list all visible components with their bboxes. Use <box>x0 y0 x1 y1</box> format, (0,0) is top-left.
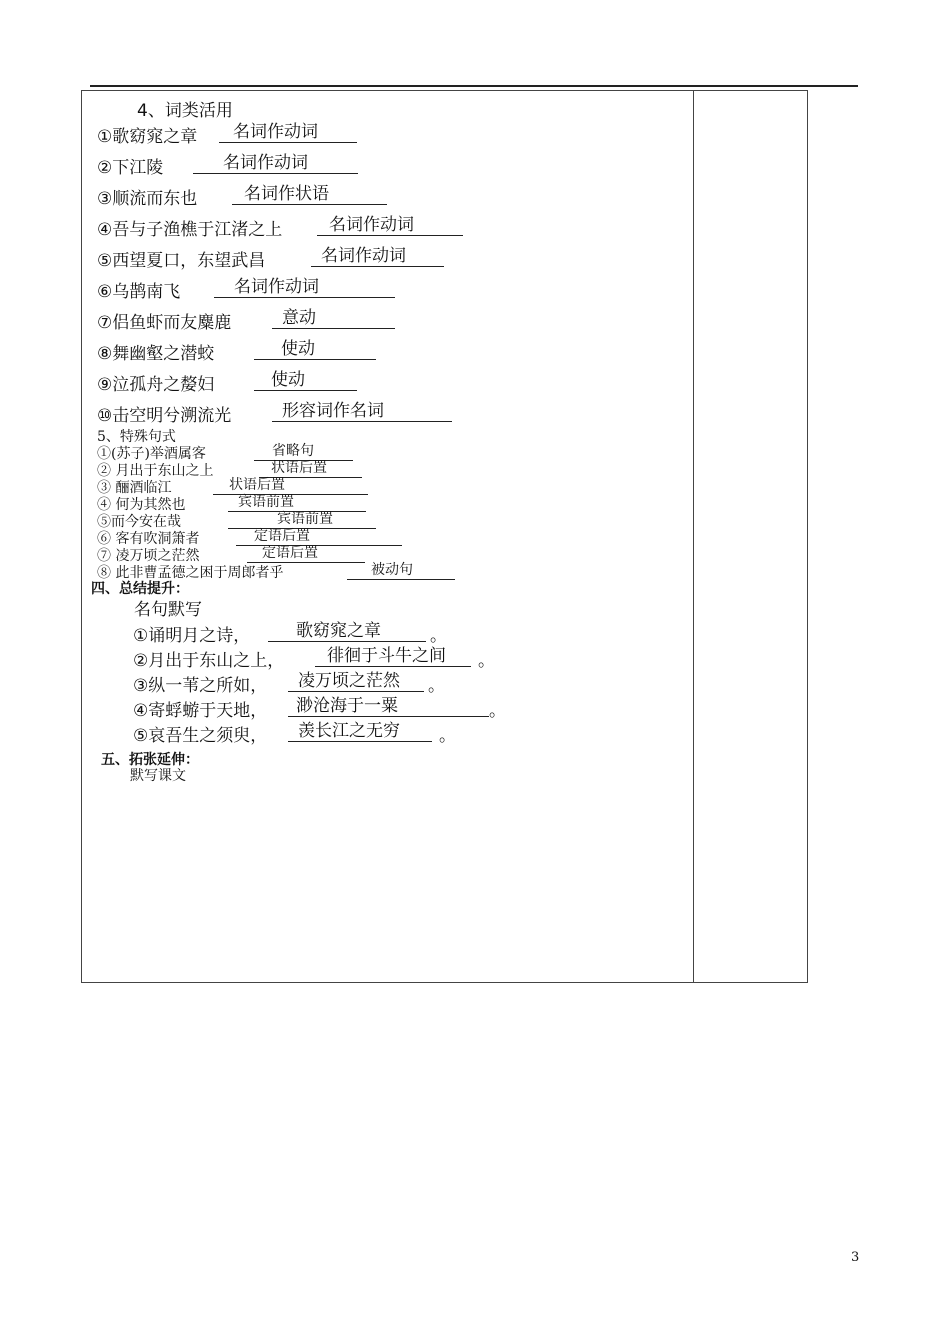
s4-a9: 使动 <box>254 370 357 391</box>
extension-heading: 五、拓张延伸： <box>101 752 199 768</box>
s5-a8: 被动句 <box>347 562 455 580</box>
s4-q8: ⑧舞幽壑之潜蛟 <box>97 344 215 364</box>
recite-q4: ④寄蜉蝣于天地， <box>133 701 268 721</box>
section5-heading: 5、特殊句式 <box>97 429 176 445</box>
column-divider <box>693 90 694 983</box>
s4-q4: ④吾与子渔樵于江渚之上 <box>97 220 283 240</box>
s5-a6: 定语后置 <box>236 528 402 546</box>
s4-q1: ①歌窈窕之章 <box>97 127 198 147</box>
s4-a8: 使动 <box>254 339 376 360</box>
s5-q8: ⑧ 此非曹孟德之困于周郎者乎 <box>97 565 284 581</box>
recite-end4: 。 <box>489 701 506 721</box>
s5-q1: ①(苏子)举酒属客 <box>97 446 206 462</box>
s4-q3: ③顺流而东也 <box>97 189 198 209</box>
extension-body: 默写课文 <box>130 768 186 784</box>
recite-end1: 。 <box>430 626 447 646</box>
recite-a5: 羡长江之无穷 <box>288 721 432 742</box>
s4-a4: 名词作动词 <box>317 215 463 236</box>
page-number: 3 <box>851 1250 860 1265</box>
recite-q1: ①诵明月之诗， <box>133 626 251 646</box>
s5-a2: 状语后置 <box>259 460 362 478</box>
s5-a3: 状语后置 <box>213 477 368 495</box>
s5-a4: 宾语前置 <box>228 494 366 512</box>
recite-q5: ⑤哀吾生之须臾， <box>133 726 268 746</box>
s5-a7: 定语后置 <box>247 545 365 563</box>
s5-q3: ③ 酾酒临江 <box>97 480 172 496</box>
s4-q5: ⑤西望夏口，东望武昌 <box>97 251 266 271</box>
recite-a3: 凌万顷之茫然 <box>288 671 424 692</box>
s4-a10: 形容词作名词 <box>272 401 452 422</box>
recite-a2: 徘徊于斗牛之间 <box>315 646 471 667</box>
summary-subheading: 名句默写 <box>134 600 202 620</box>
s4-a6: 名词作动词 <box>214 277 395 298</box>
s5-q4: ④ 何为其然也 <box>97 497 186 513</box>
recite-end5: 。 <box>439 726 456 746</box>
header-rule <box>90 85 858 87</box>
recite-a4: 渺沧海于一粟 <box>288 696 489 717</box>
s5-q7: ⑦ 凌万顷之茫然 <box>97 548 200 564</box>
recite-a1: 歌窈窕之章 <box>268 621 426 642</box>
recite-q3: ③纵一苇之所如， <box>133 676 268 696</box>
section4-heading: 4、词类活用 <box>137 101 233 121</box>
s4-q2: ②下江陵 <box>97 158 164 178</box>
recite-end3: 。 <box>428 676 445 696</box>
s4-a2: 名词作动词 <box>193 153 358 174</box>
s5-a5: 宾语前置 <box>228 511 376 529</box>
s5-q5: ⑤而今安在哉 <box>97 514 181 530</box>
s4-a7: 意动 <box>272 308 395 329</box>
recite-end2: 。 <box>478 651 495 671</box>
s4-a3: 名词作状语 <box>232 184 387 205</box>
summary-heading: 四、总结提升： <box>91 581 189 597</box>
s4-a1: 名词作动词 <box>219 122 357 143</box>
s5-q6: ⑥ 客有吹洞箫者 <box>97 531 200 547</box>
s4-q10: ⑩击空明兮溯流光 <box>97 406 232 426</box>
s4-a5: 名词作动词 <box>311 246 444 267</box>
recite-q2: ②月出于东山之上， <box>133 651 285 671</box>
s4-q6: ⑥乌鹊南飞 <box>97 282 181 302</box>
s4-q7: ⑦侣鱼虾而友麋鹿 <box>97 313 232 333</box>
s5-q2: ② 月出于东山之上 <box>97 463 214 479</box>
s5-a1: 省略句 <box>254 443 353 461</box>
s4-q9: ⑨泣孤舟之嫠妇 <box>97 375 215 395</box>
